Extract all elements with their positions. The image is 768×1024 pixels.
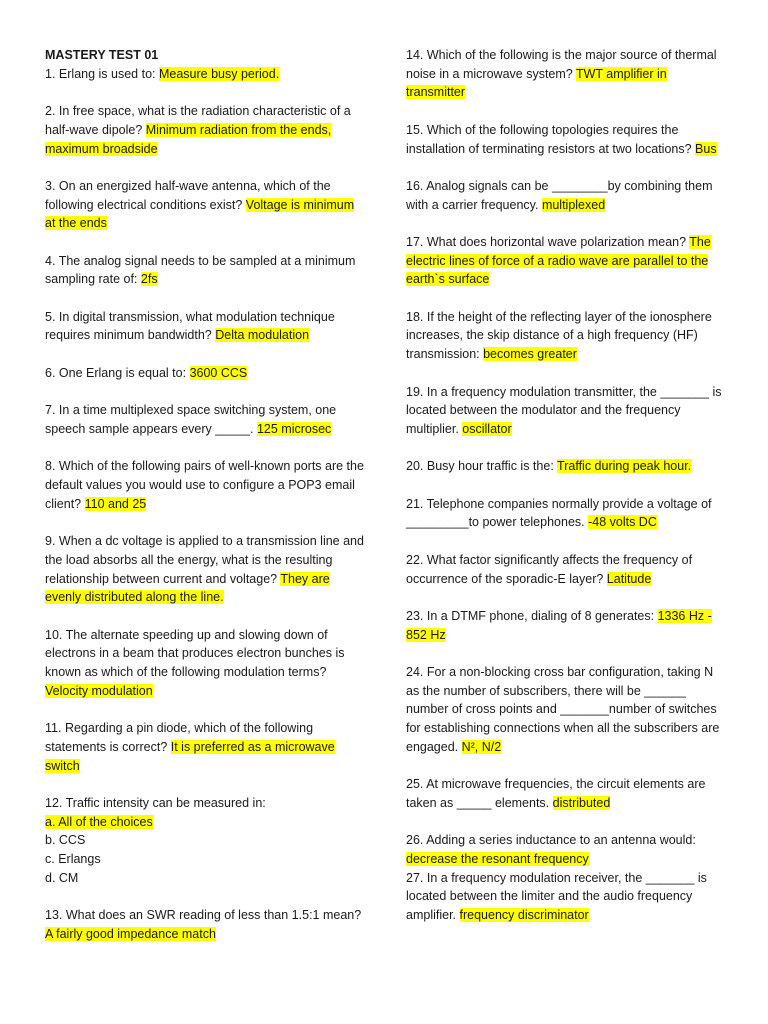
question-text: Which of the following is the major source of thermal noise in a microwave system? — [406, 48, 717, 81]
question-text: What does horizontal wave polarization mean? — [426, 234, 690, 249]
question-number: 14. — [406, 48, 424, 62]
answer-highlight: Velocity modulation — [45, 683, 153, 698]
answer-highlight: distributed — [552, 795, 611, 810]
question-item — [406, 308, 728, 364]
question-text: In digital transmission, what modulation technique requires minimum bandwidth? — [45, 309, 335, 343]
answer-highlight: frequency discriminator — [459, 908, 589, 923]
question-text: What factor significantly affects the frequency of occurrence of the sporadic-E layer? — [406, 552, 693, 586]
answer-highlight: a. All of the choices — [45, 814, 153, 829]
right-question-list — [406, 46, 728, 813]
question-26 — [406, 831, 728, 868]
question-number: 18. — [406, 309, 424, 324]
question-item — [406, 457, 728, 476]
question-number: 4. — [45, 253, 56, 268]
right-column — [406, 46, 728, 944]
answer-highlight: It is preferred as a microwave switch — [45, 739, 335, 773]
question-number: 12. — [45, 795, 63, 810]
answer-highlight: 125 microsec — [256, 421, 332, 436]
question-number: 10. — [45, 627, 63, 642]
question-text: In free space, what is the radiation characteristic of a half-wave dipole? — [45, 104, 351, 137]
question-item — [406, 663, 728, 757]
question-text: Analog signals can be ________by combining them with a carrier frequency. — [406, 178, 713, 212]
question-item — [45, 532, 367, 607]
choice-item — [45, 813, 367, 832]
question-item — [406, 121, 728, 158]
question-13 — [45, 906, 367, 943]
question-number: 24. — [406, 665, 424, 680]
question-text: Traffic intensity can be measured in: — [65, 795, 266, 810]
question-text: When a dc voltage is applied to a transmission line and the load absorbs all the energy, what is the resulting relationship between current and voltage? — [45, 534, 364, 586]
answer-highlight: Traffic during peak hour. — [557, 459, 692, 474]
question-number: 23. — [406, 608, 424, 623]
question-item — [406, 551, 728, 588]
question-text: One Erlang is equal to: — [58, 365, 190, 380]
question-item — [45, 401, 367, 438]
question-text: In a frequency modulation transmitter, the _______ is located between the modulator and the frequency multiplier. — [406, 384, 722, 436]
question-item — [406, 383, 728, 439]
answer-highlight: Minimum radiation from the ends, maximum broadside — [45, 122, 332, 156]
answer-highlight: TWT amplifier in transmitter — [406, 66, 667, 100]
question-number: 17. — [406, 234, 424, 249]
choice-item: c. Erlangs — [45, 852, 101, 867]
question-item — [45, 719, 367, 775]
question-number: 13. — [45, 908, 63, 923]
answer-highlight: 110 and 25 — [84, 496, 147, 511]
answer-highlight: decrease the resonant frequency — [406, 852, 589, 867]
question-text: Busy hour traffic is the: — [426, 459, 558, 474]
test-title: MASTERY TEST 01 — [45, 48, 159, 62]
question-text: For a non-blocking cross bar configuration, taking N as the number of subscribers, there will be ______ number of cross points and _______number of switches for establishing connections when all the subscribers are engaged. — [406, 665, 720, 754]
question-text: The alternate speeding up and slowing down of electrons in a beam that produces electron bunches is known as which of the following modulation terms? — [45, 627, 345, 680]
question-number: 3. — [45, 178, 56, 193]
answer-highlight: Voltage is minimum at the ends — [45, 197, 355, 231]
question-item — [406, 775, 728, 812]
answer-highlight: Delta modulation — [215, 328, 310, 343]
question-number: 11. — [45, 721, 62, 736]
answer-highlight: 3600 CCS — [189, 365, 248, 380]
question-item — [45, 457, 367, 513]
question-item — [406, 233, 728, 289]
question-text: If the height of the reflecting layer of the ionosphere increases, the skip distance of a high frequency (HF) transmission: — [406, 309, 712, 362]
question-text: In a DTMF phone, dialing of 8 generates: — [426, 608, 658, 623]
answer-highlight: A fairly good impedance match — [45, 926, 216, 941]
question-item — [406, 607, 728, 644]
question-text: Regarding a pin diode, which of the following statements is correct? — [45, 721, 314, 754]
answer-highlight: They are evenly distributed along the line. — [45, 571, 330, 605]
question-item — [406, 46, 728, 102]
question-number: 22. — [406, 552, 424, 567]
choice-item: d. CM — [45, 870, 79, 885]
question-item — [45, 65, 367, 84]
question-text: Telephone companies normally provide a voltage of _________to power telephones. — [406, 496, 712, 530]
answer-highlight: multiplexed — [541, 197, 606, 212]
question-item — [45, 177, 367, 233]
question-text: Which of the following topologies requires the installation of terminating resistors at two locations? — [406, 122, 696, 156]
question-number: 9. — [45, 534, 56, 549]
question-number: 26. — [406, 833, 424, 848]
question-12 — [45, 794, 367, 888]
question-number: 8. — [45, 459, 56, 474]
question-text: Which of the following pairs of well-known ports are the default values you would use to configure a POP3 email client? — [45, 459, 364, 511]
answer-highlight: The electric lines of force of a radio wave are parallel to the earth`s surface — [406, 234, 711, 287]
question-text: In a frequency modulation receiver, the _______ is located between the limiter and the audio frequency amplifier. — [406, 870, 707, 923]
question-number: 16. — [406, 178, 424, 193]
question-number: 2. — [45, 104, 56, 119]
question-text: In a time multiplexed space switching system, one speech sample appears every _____. — [45, 403, 337, 436]
question-number: 21. — [406, 496, 424, 511]
answer-highlight: oscillator — [462, 421, 512, 436]
question-item — [406, 177, 728, 214]
question-number: 27. — [406, 870, 424, 885]
left-column — [45, 46, 367, 962]
question-text: The analog signal needs to be sampled at a minimum sampling rate of: — [45, 253, 356, 287]
question-number: 5. — [45, 309, 56, 324]
answer-highlight: 1336 Hz - 852 Hz — [406, 608, 712, 642]
choice-list — [45, 813, 367, 888]
answer-highlight: Bus — [695, 141, 717, 156]
answer-highlight: -48 volts DC — [588, 515, 657, 530]
answer-highlight: N², N/2 — [461, 739, 502, 754]
question-number: 19. — [406, 384, 424, 399]
question-27 — [406, 869, 728, 925]
question-text: Erlang is used to: — [58, 66, 159, 81]
choice-item: b. CCS — [45, 833, 86, 848]
question-item — [45, 626, 367, 701]
question-number: 20. — [406, 459, 424, 474]
question-number: 7. — [45, 403, 56, 418]
question-number: 1. — [45, 66, 56, 81]
question-text: What does an SWR reading of less than 1.5:1 mean? — [65, 908, 362, 923]
question-number: 25. — [406, 777, 424, 792]
answer-highlight: becomes greater — [483, 347, 577, 362]
left-question-list — [45, 65, 367, 776]
answer-highlight: Measure busy period. — [158, 66, 280, 81]
question-number: 6. — [45, 365, 56, 380]
question-number: 15. — [406, 122, 424, 137]
question-text: Adding a series inductance to an antenna would: — [426, 833, 696, 848]
question-item — [45, 364, 367, 383]
question-item — [45, 102, 367, 158]
question-text: On an energized half-wave antenna, which of the following electrical conditions exist? — [45, 178, 331, 212]
question-text: At microwave frequencies, the circuit elements are taken as _____ elements. — [406, 777, 706, 810]
answer-highlight: Latitude — [606, 571, 652, 586]
question-item — [45, 308, 367, 345]
answer-highlight: 2fs — [140, 272, 158, 287]
question-item — [406, 495, 728, 532]
question-item — [45, 252, 367, 289]
